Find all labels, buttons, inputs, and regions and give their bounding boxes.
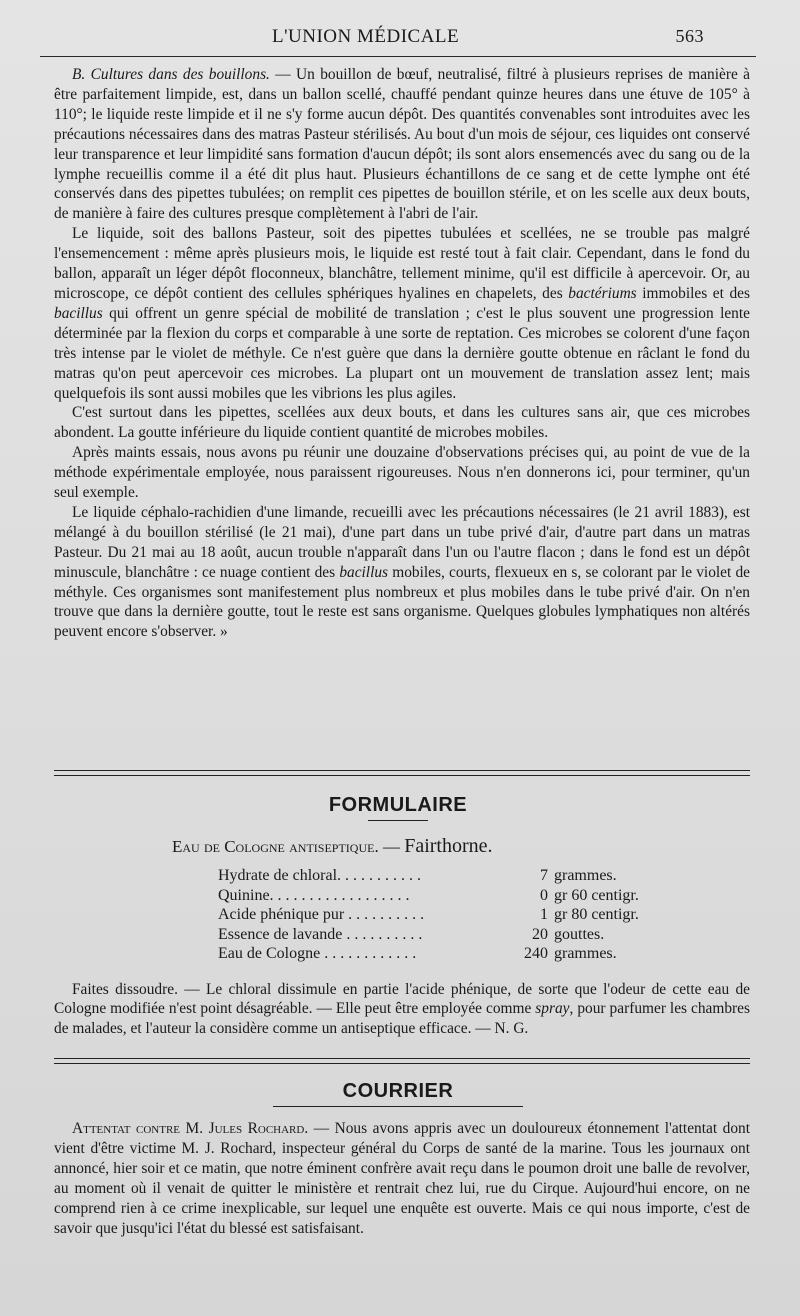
paragraph	[54, 224, 750, 403]
ingredient-unit: grammes.	[554, 945, 617, 962]
paragraph	[54, 1119, 750, 1238]
paragraph	[54, 503, 750, 642]
paragraph-text: Le liquide céphalo-rachidien d'une limande, recueilli avec les précautions nécessaires (le 21 avril 1883), est mélangé à du bouillon stérilisé (le 21 mai), d'une part dans un tube privé d'air, d'autre part dans un matras Pasteur. Du 21 mai au 18 août, aucun trouble n'apparaît dans l'un ou l'autre flacon ; dans le fond est un dépôt minuscule, blanchâtre : ce nuage contient des	[54, 503, 750, 581]
title-underline	[273, 1106, 523, 1107]
section-label: B. Cultures dans des bouillons.	[72, 66, 270, 83]
title-underline	[368, 820, 428, 821]
formulaire-section	[40, 770, 756, 1039]
recipe-title	[40, 835, 756, 858]
italic-term: bacillus	[54, 304, 103, 322]
ingredient-row	[218, 944, 756, 964]
ingredient-name: Eau de Cologne . . . . . . . . . . . .	[218, 945, 417, 962]
header-rule	[40, 56, 756, 57]
ingredient-row	[218, 866, 756, 886]
ingredient-qty: 0	[540, 886, 548, 904]
ingredient-unit: gr 60 centigr.	[554, 886, 639, 904]
section-title: COURRIER	[342, 1080, 454, 1102]
ingredient-unit: gr 80 centigr.	[554, 906, 639, 923]
italic-term: spray	[535, 1000, 570, 1018]
italic-term: bactériums	[568, 284, 637, 302]
paragraph: C'est surtout dans les pipettes, scellées aux deux bouts, et dans les cultures sans air, que ces microbes abondent. La goutte inférieure du liquide contient quantité de microbes mobiles.	[54, 404, 750, 442]
ingredient-name: Quinine. . . . . . . . . . . . . . . . . .	[218, 886, 410, 904]
courrier-body	[40, 1119, 756, 1238]
paragraph-text: mobiles, courts, flexueux en s, se colorant par le violet de méthyle. Ces organismes sont manifestement plus nombreux et plus mobiles dans le tube privé d'air. On n'en trouve que dans la dernière goutte, tout le reste est sans organisme. Quelques globules lymphatiques non altérés peuvent encore s'observer. »	[54, 563, 750, 641]
paragraph: Après maints essais, nous avons pu réunir une douzaine d'observations précises qui, au point de vue de la méthode expérimentale employée, nous paraissent rigoureuses. Nous n'en donnerons ici, pour terminer, qu'un seul exemple.	[54, 444, 750, 502]
ingredient-qty: 240	[524, 945, 548, 962]
paragraph-text: , pour parfumer les chambres de malades, et l'auteur la considère comme un antiseptique efficace. — N. G.	[54, 1000, 750, 1038]
ingredient-name: Essence de lavande . . . . . . . . . .	[218, 925, 423, 943]
section-title: FORMULAIRE	[328, 794, 468, 816]
article-body	[40, 65, 756, 642]
recipe-author: Fairthorne.	[404, 835, 493, 857]
paragraph-text: — Un bouillon de bœuf, neutralisé, filtré à plusieurs reprises de manière à être parfaitement limpide, est, dans un ballon scellé, chauffé pendant quinze heures dans une étuve de 105° à 110°; le liquide reste limpide et il ne s'y forme aucun dépôt. Des quantités convenables sont introduites avec les précautions nécessaires dans des matras Pasteur stérilisés. Au bout d'un mois de séjour, ces liquides ont conservé leur transparence et leur limpidité sans formation d'aucun dépôt; ils sont alors ensemencés avec du sang ou de la lymphe recueillis comme il a été dit plus haut. Plusieurs échantillons de ce sang et de cette lymphe ont été conservés dans des pipettes tubulées; on remplit ces pipettes de bouillon stérile, et on les scelle aux deux bouts, de manière à faire des cultures presque complètement à l'abri de l'air.	[54, 66, 750, 223]
ingredient-row	[218, 905, 756, 925]
ingredient-name: Hydrate de chloral. . . . . . . . . . .	[218, 867, 422, 884]
paragraph-text: immobiles et des	[636, 284, 751, 302]
paragraph-text: qui offrent un genre spécial de mobilité de translation ; c'est le plus souvent une progression lente déterminée par la flexion du corps et comparable à une sorte de reptation. Ces microbes se colorent d'une façon très intense par le violet de méthyle. Ce n'est guère que dans la dernière goutte obtenue en râclant le fond du matras qu'on peut apercevoir ces microbes. La plupart ont un mouvement de translation assez lent; mais quelquefois ils sont aussi mobiles que les vibrions les plus agiles.	[54, 304, 750, 402]
ingredient-qty: 1	[540, 906, 548, 923]
running-head	[40, 20, 756, 54]
page-number: 563	[675, 26, 704, 46]
journal-title: L'UNION MÉDICALE	[272, 26, 460, 47]
courrier-section	[40, 1058, 756, 1238]
section-divider	[54, 770, 750, 776]
recipe-dash: —	[378, 837, 405, 856]
news-lead: Attentat contre M. Jules Rochard.	[72, 1120, 309, 1137]
ingredient-unit: gouttes.	[554, 925, 605, 943]
ingredient-qty: 20	[532, 925, 548, 943]
paragraph	[54, 65, 750, 224]
section-divider	[54, 1058, 750, 1064]
italic-term: bacillus	[339, 563, 389, 581]
ingredient-unit: grammes.	[554, 867, 617, 884]
ingredient-list	[218, 866, 756, 964]
paragraph	[54, 980, 750, 1040]
paragraph-text: Le liquide, soit des ballons Pasteur, soit des pipettes tubulées et scellées, ne se trouble pas malgré l'ensemencement : même après plusieurs mois, le liquide est resté tout à fait clair. Cependant, dans le fond du ballon, apparaît un léger dépôt floconneux, blanchâtre, tellement minime, qu'il est difficile à apercevoir. Or, au microscope, ce dépôt contient des cellules sphériques hyalines en chapelets, des	[54, 225, 750, 302]
formulaire-note	[40, 980, 756, 1040]
ingredient-qty: 7	[540, 867, 548, 884]
ingredient-name: Acide phénique pur . . . . . . . . . .	[218, 906, 425, 923]
paragraph-text: — Nous avons appris avec un douloureux étonnement l'attentat dont vient d'être victime M. J. Rochard, inspecteur général du Corps de santé de la marine. Tous les journaux ont annoncé, hier soir et ce matin, que notre éminent confrère avait reçu dans le poumon droit une balle de revolver, au moment où il venait de quitter le ministère et rentrait chez lui, rue du Cirque. Aujourd'hui encore, on ne comprend rien à ce crime inexplicable, sur lequel une enquête est ouverte. Mais ce qui nous importe, c'est de savoir que jusqu'ici l'état du blessé est satisfaisant.	[54, 1120, 751, 1237]
ingredient-row	[218, 886, 756, 906]
ingredient-row	[218, 925, 756, 945]
paragraph-text: Faites dissoudre. — Le chloral dissimule en partie l'acide phénique, de sorte que l'odeur de cette eau de Cologne modifiée n'est point désagréable. — Elle peut être employée comme	[54, 980, 750, 1018]
recipe-name: Eau de Cologne antiseptique.	[172, 837, 379, 856]
